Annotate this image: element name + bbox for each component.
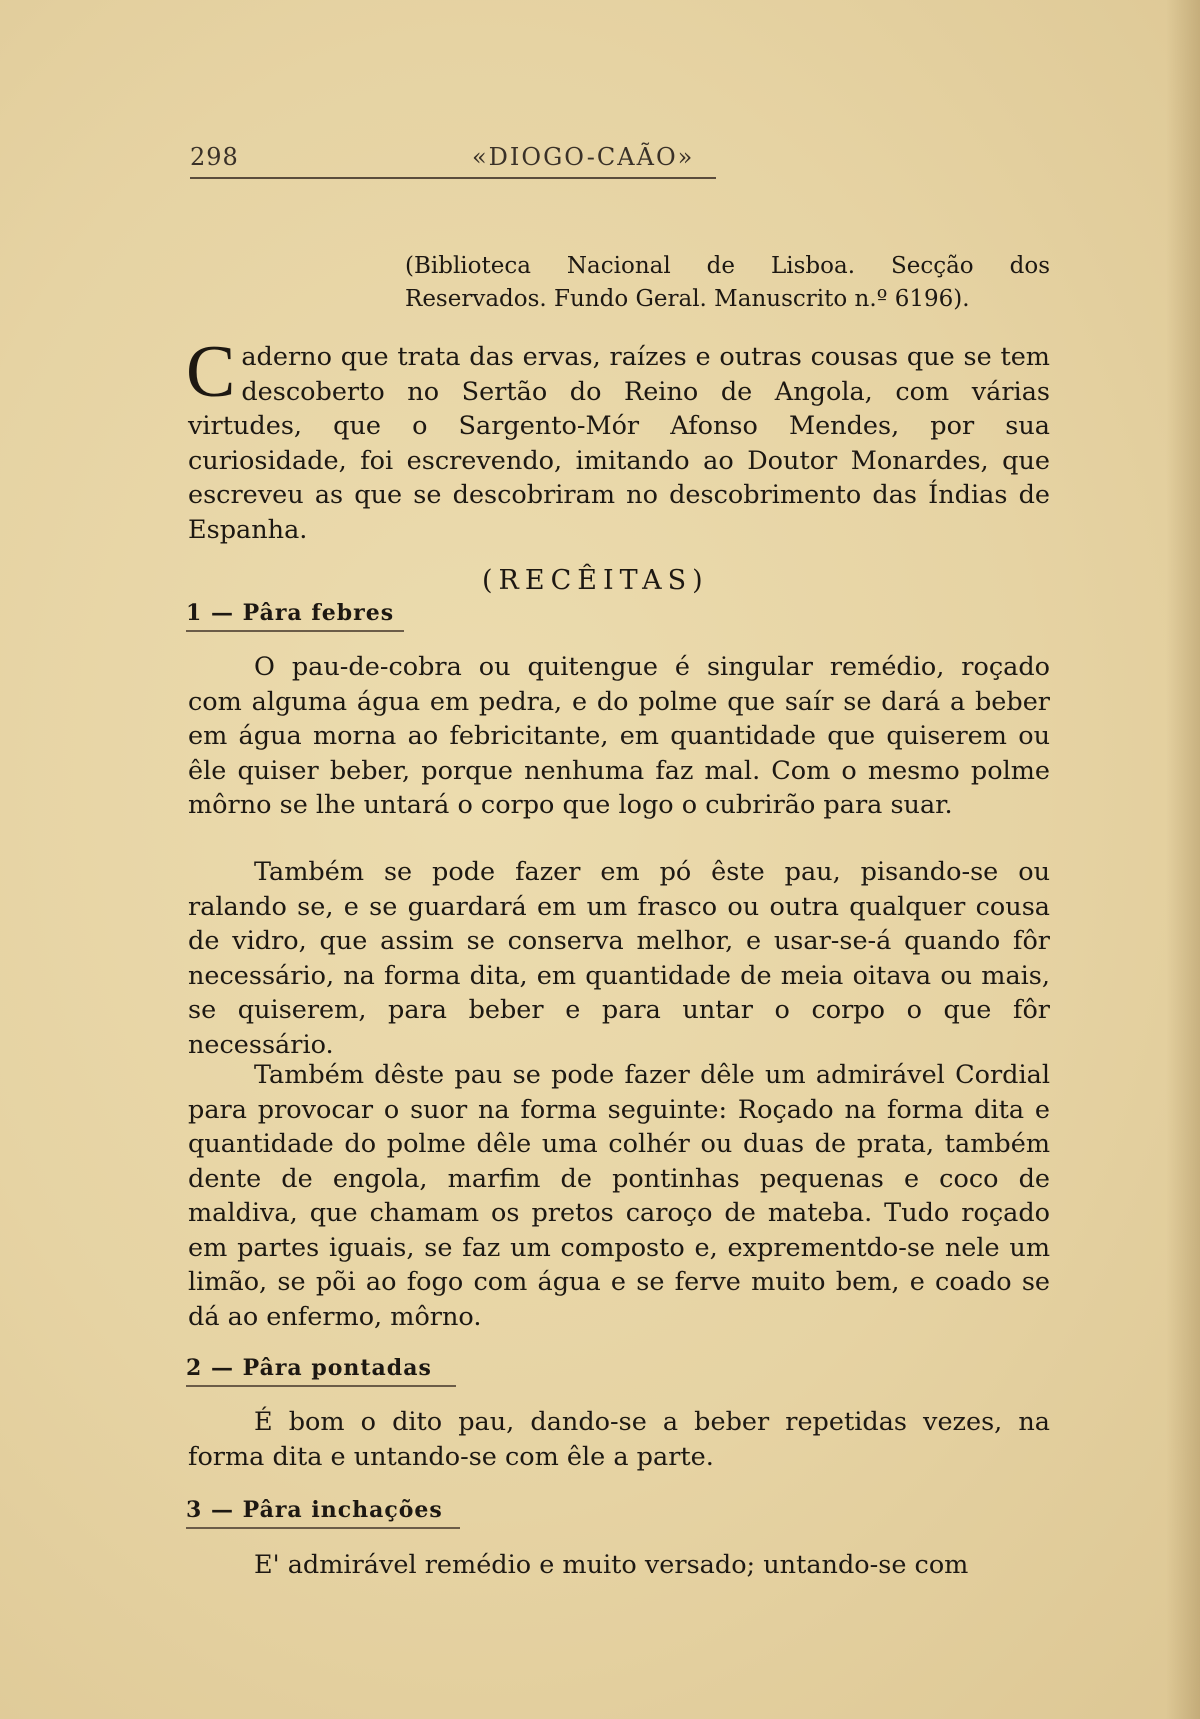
recipe-heading-rule-2	[186, 1385, 456, 1387]
intro-text: aderno que trata das ervas, raízes e outras cousas que se tem descoberto no Sertão do Reino de Angola, com várias virtudes, que o Sargento-Mór Afonso Mendes, por sua curiosidade, foi escrevendo, imitando ao Doutor Monardes, que escreveu as que se descobriram no descobrimento das Índias de Espanha.	[188, 342, 1050, 545]
recipe-heading-3: 3 — Pâra inchações	[186, 1497, 443, 1523]
recipe-heading-2: 2 — Pâra pontadas	[186, 1355, 432, 1381]
recipe-1-paragraph-2: Também se pode fazer em pó êste pau, pisando-se ou ralando se, e se guardará em um frasco ou outra qualquer cousa de vidro, que assim se conserva melhor, e usar-se-á quando fôr necessário, na forma dita, em quantidade de meia oitava ou mais, se quiserem, para beber e para untar o corpo o que fôr necessário.	[188, 857, 1050, 1060]
page-number: 298	[190, 143, 239, 171]
page-edge-shadow	[1166, 0, 1200, 1719]
recipe-heading-1: 1 — Pâra febres	[186, 600, 395, 626]
header-rule	[190, 177, 716, 179]
drop-cap: C	[186, 331, 236, 413]
recipe-2-paragraph-1: É bom o dito pau, dando-se a beber repetidas vezes, na forma dita e untando-se com êle a parte.	[188, 1407, 1050, 1472]
recipe-3-paragraph-1: E' admirável remédio e muito versado; untando-se com	[254, 1550, 969, 1580]
recipe-heading-rule-3	[186, 1527, 460, 1529]
page-header	[190, 143, 730, 173]
recipe-1-paragraph-3: Também dêste pau se pode fazer dêle um admirável Cordial para provocar o suor na forma seguinte: Roçado na forma dita e quantidade do polme dêle uma colhér ou duas de prata, também dente de engola, marfim de pontinhas pequenas e coco de maldiva, que chamam os pretos caroço de mateba. Tudo roçado em partes iguais, se faz um composto e, exprementdo-se nele um limão, se põi ao fogo com água e se ferve muito bem, e coado se dá ao enfermo, môrno.	[188, 1060, 1050, 1332]
recipe-1-paragraph-1: O pau-de-cobra ou quitengue é singular remédio, roçado com alguma água em pedra, e do polme que saír se dará a beber em água morna ao febricitante, em quantidade que quiserem ou êle quiser beber, porque nenhuma faz mal. Com o mesmo polme môrno se lhe untará o corpo que logo o cubrirão para suar.	[188, 652, 1050, 820]
running-title: «DIOGO-CAÃO»	[472, 143, 695, 171]
section-title: (RECÊITAS)	[482, 565, 709, 596]
source-note: (Biblioteca Nacional de Lisboa. Secção dos Reservados. Fundo Geral. Manuscrito n.º 6196).	[405, 253, 1050, 312]
intro-paragraph	[186, 331, 1050, 547]
recipe-heading-rule-1	[186, 630, 404, 632]
